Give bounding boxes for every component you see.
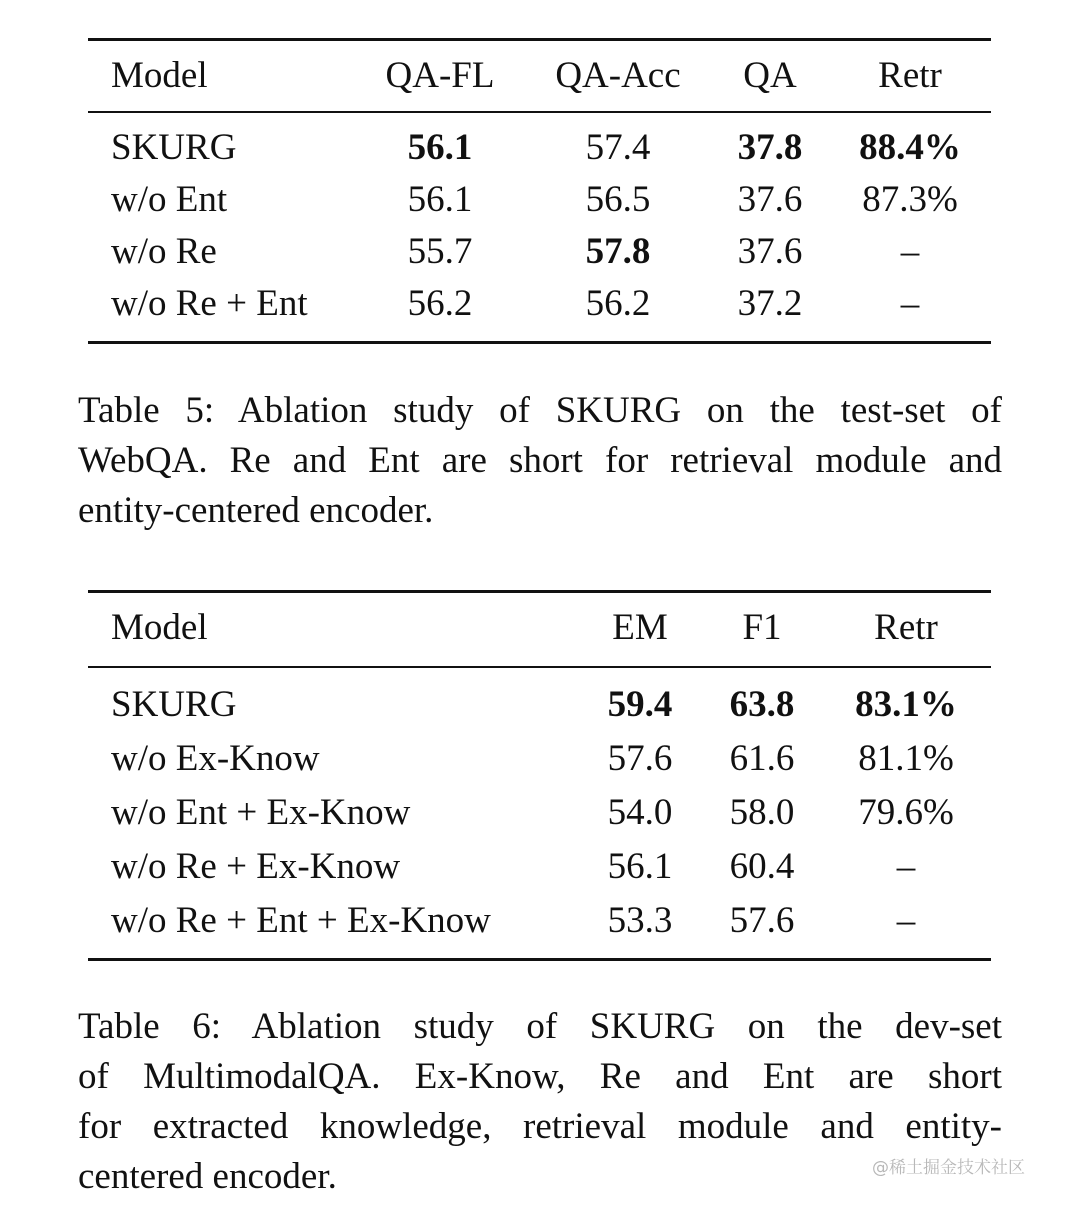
table-6-caption-line-2: of MultimodalQA. Ex-Know, Re and Ent are short — [78, 1056, 1002, 1097]
table-6 — [88, 590, 991, 962]
table-5-mid-rule — [88, 111, 991, 113]
table-6-row-4-retr: – — [896, 846, 916, 887]
table-5-row-1-qa: 37.8 — [737, 127, 803, 168]
table-5-row-2-model: w/o Ent — [111, 179, 228, 220]
table-5-row-2-retr: 87.3% — [862, 179, 958, 220]
table-5-caption-line-3: entity-centered encoder. — [78, 490, 434, 531]
table-6-row-3-f1: 58.0 — [729, 792, 795, 833]
table-6-row-4-f1: 60.4 — [729, 846, 795, 887]
table-6-caption-line-1: Table 6: Ablation study of SKURG on the dev-set — [78, 1006, 1002, 1047]
table-6-row-2-em: 57.6 — [607, 738, 673, 779]
table-6-row-1-em: 59.4 — [607, 684, 673, 725]
table-6-row-5-f1: 57.6 — [729, 900, 795, 941]
table-6-header-model: Model — [111, 607, 208, 648]
table-5-header-retr: Retr — [878, 55, 942, 96]
table-5-bottom-rule — [88, 341, 991, 344]
table-6-mid-rule — [88, 666, 991, 668]
table-6-bottom-rule — [88, 958, 991, 961]
table-6-header-f1: F1 — [742, 607, 782, 648]
table-5-row-3-qa-acc: 57.8 — [585, 231, 651, 272]
table-6-row-5-em: 53.3 — [607, 900, 673, 941]
table-5-header-qa-acc: QA-Acc — [555, 55, 681, 96]
table-5 — [88, 38, 991, 346]
table-6-header-em: EM — [612, 607, 668, 648]
table-5-row-1-retr: 88.4% — [859, 127, 961, 168]
table-6-caption-line-3: for extracted knowledge, retrieval module and entity- — [78, 1106, 1002, 1147]
table-5-header-qa: QA — [743, 55, 797, 96]
table-5-row-4-qa-fl: 56.2 — [407, 283, 473, 324]
table-6-row-2-f1: 61.6 — [729, 738, 795, 779]
table-6-row-2-model: w/o Ex-Know — [111, 738, 320, 779]
table-5-row-3-qa: 37.6 — [737, 231, 803, 272]
table-5-row-3-model: w/o Re — [111, 231, 217, 272]
table-6-row-3-model: w/o Ent + Ex-Know — [111, 792, 411, 833]
table-6-row-3-retr: 79.6% — [858, 792, 954, 833]
table-6-row-1-f1: 63.8 — [729, 684, 795, 725]
table-6-row-4-model: w/o Re + Ex-Know — [111, 846, 401, 887]
table-5-header-qa-fl: QA-FL — [385, 55, 495, 96]
table-5-row-2-qa: 37.6 — [737, 179, 803, 220]
table-5-row-4-model: w/o Re + Ent — [111, 283, 308, 324]
table-5-caption-line-1: Table 5: Ablation study of SKURG on the test-set of — [78, 390, 1002, 431]
table-5-row-4-retr: – — [900, 283, 920, 324]
table-6-row-2-retr: 81.1% — [858, 738, 954, 779]
table-5-row-2-qa-fl: 56.1 — [407, 179, 473, 220]
table-5-row-4-qa: 37.2 — [737, 283, 803, 324]
table-5-row-1-qa-acc: 57.4 — [585, 127, 651, 168]
table-6-row-3-em: 54.0 — [607, 792, 673, 833]
table-6-row-4-em: 56.1 — [607, 846, 673, 887]
table-5-row-1-qa-fl: 56.1 — [407, 127, 473, 168]
table-6-caption — [78, 1002, 1002, 1202]
table-5-row-1-model: SKURG — [111, 127, 237, 168]
table-5-caption — [78, 386, 1002, 536]
watermark: @稀土掘金技术社区 — [872, 1158, 1025, 1178]
table-6-header-retr: Retr — [874, 607, 938, 648]
table-6-row-5-model: w/o Re + Ent + Ex-Know — [111, 900, 491, 941]
table-5-row-3-retr: – — [900, 231, 920, 272]
table-6-caption-line-4: centered encoder. — [78, 1156, 337, 1197]
table-5-header-model: Model — [111, 55, 208, 96]
table-5-caption-line-2: WebQA. Re and Ent are short for retrieval module and — [78, 440, 1002, 481]
table-5-row-4-qa-acc: 56.2 — [585, 283, 651, 324]
table-5-row-3-qa-fl: 55.7 — [407, 231, 473, 272]
table-6-top-rule — [88, 590, 991, 593]
table-5-row-2-qa-acc: 56.5 — [585, 179, 651, 220]
table-6-row-1-retr: 83.1% — [855, 684, 957, 725]
table-6-row-5-retr: – — [896, 900, 916, 941]
table-6-row-1-model: SKURG — [111, 684, 237, 725]
table-5-top-rule — [88, 38, 991, 41]
